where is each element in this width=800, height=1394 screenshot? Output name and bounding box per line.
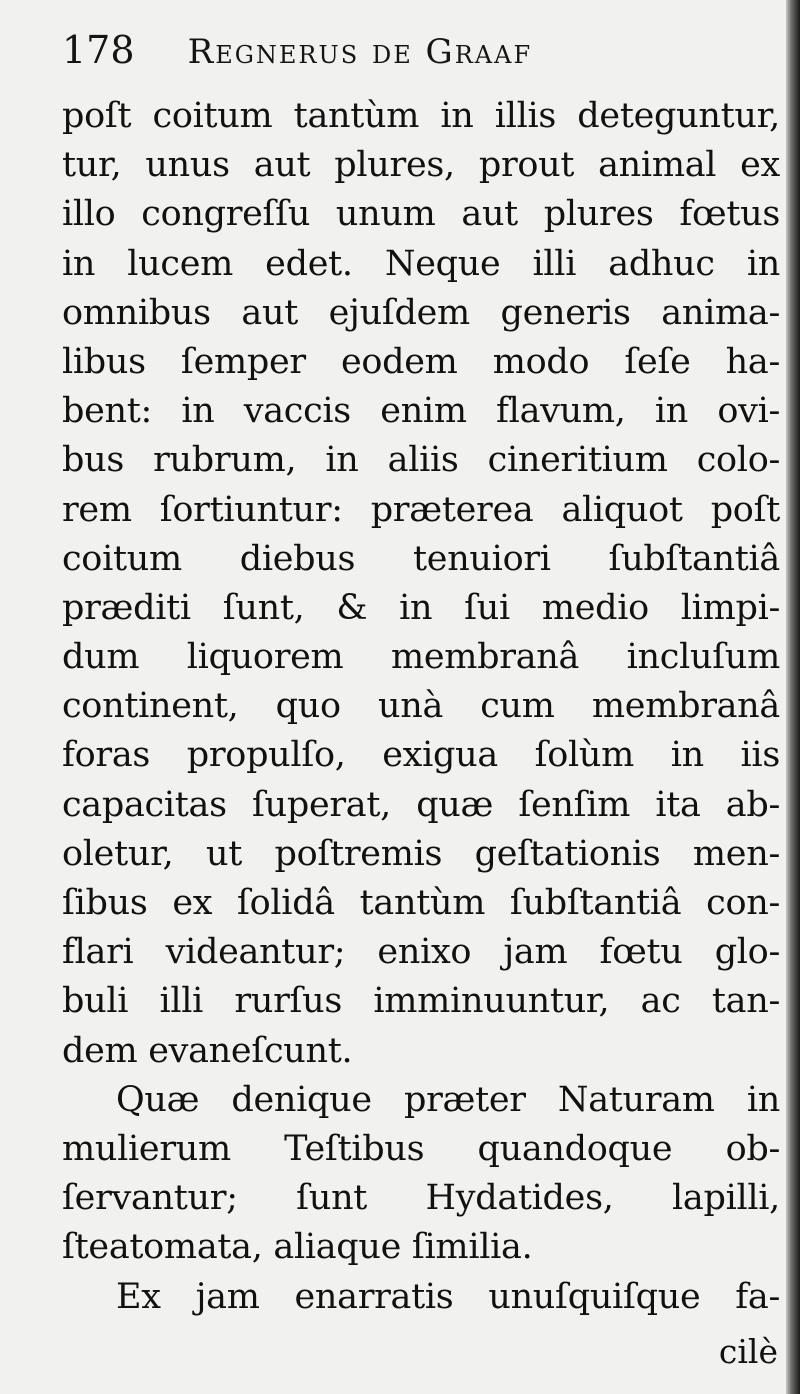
text-line: ſibus ex ſolidâ tantùm ſubſtantiâ con- [62, 883, 780, 923]
text-line: flari videantur; enixo jam fœtu glo- [62, 932, 780, 973]
text-line: dem evaneſcunt. [62, 1030, 353, 1071]
binding-edge [786, 0, 800, 1394]
text-line: oletur, ut poſtremis geſtationis men- [62, 833, 780, 874]
text-line: in lucem edet. Neque illi adhuc in [62, 243, 780, 284]
text-line: bus rubrum, in aliis cineritium colo- [62, 440, 780, 481]
body-text [62, 92, 780, 1322]
running-head: Regnerus de Graaf [187, 32, 533, 72]
text-line: coitum diebus tenuiori ſubſtantiâ [62, 538, 780, 579]
text-line: dum liquorem membranâ incluſum [62, 637, 780, 678]
text-line: foras propulſo, exigua ſolùm in iis [62, 735, 780, 776]
text-line: ſteatomata, aliaque ſimilia. [62, 1227, 533, 1268]
text-line: poſt coitum tantùm in illis deteguntur, [62, 96, 780, 136]
text-line: capacitas ſuperat, quæ ſenſim ita ab- [62, 784, 780, 825]
text-line: buli illi rurſus imminuuntur, ac tan- [62, 981, 780, 1022]
page-number: 178 [62, 28, 135, 72]
text-line: Quæ denique præter Naturam in [116, 1079, 780, 1120]
page-header [62, 28, 752, 72]
text-line: omnibus aut ejuſdem generis anima- [62, 292, 780, 333]
text-line: libus ſemper eodem modo ſeſe ha- [62, 341, 780, 382]
catch-word: cilè [718, 1332, 778, 1371]
text-line: rem ſortiuntur: præterea aliquot poſt [62, 489, 780, 530]
text-line: illo congreſſu unum aut plures fœtus [62, 194, 780, 235]
text-line: bent: in vaccis enim flavum, in ovi- [62, 391, 780, 432]
text-line: ſervantur; ſunt Hydatides, lapilli, [62, 1178, 780, 1219]
text-line: mulierum Teſtibus quandoque ob- [62, 1128, 780, 1169]
text-line: Ex jam enarratis unuſquiſque fa- [116, 1276, 780, 1317]
text-line: præditi ſunt, & in ſui medio limpi- [62, 587, 780, 628]
text-line: tur, unus aut plures, prout animal ex [62, 145, 780, 186]
text-line: continent, quo unà cum membranâ [62, 686, 780, 727]
